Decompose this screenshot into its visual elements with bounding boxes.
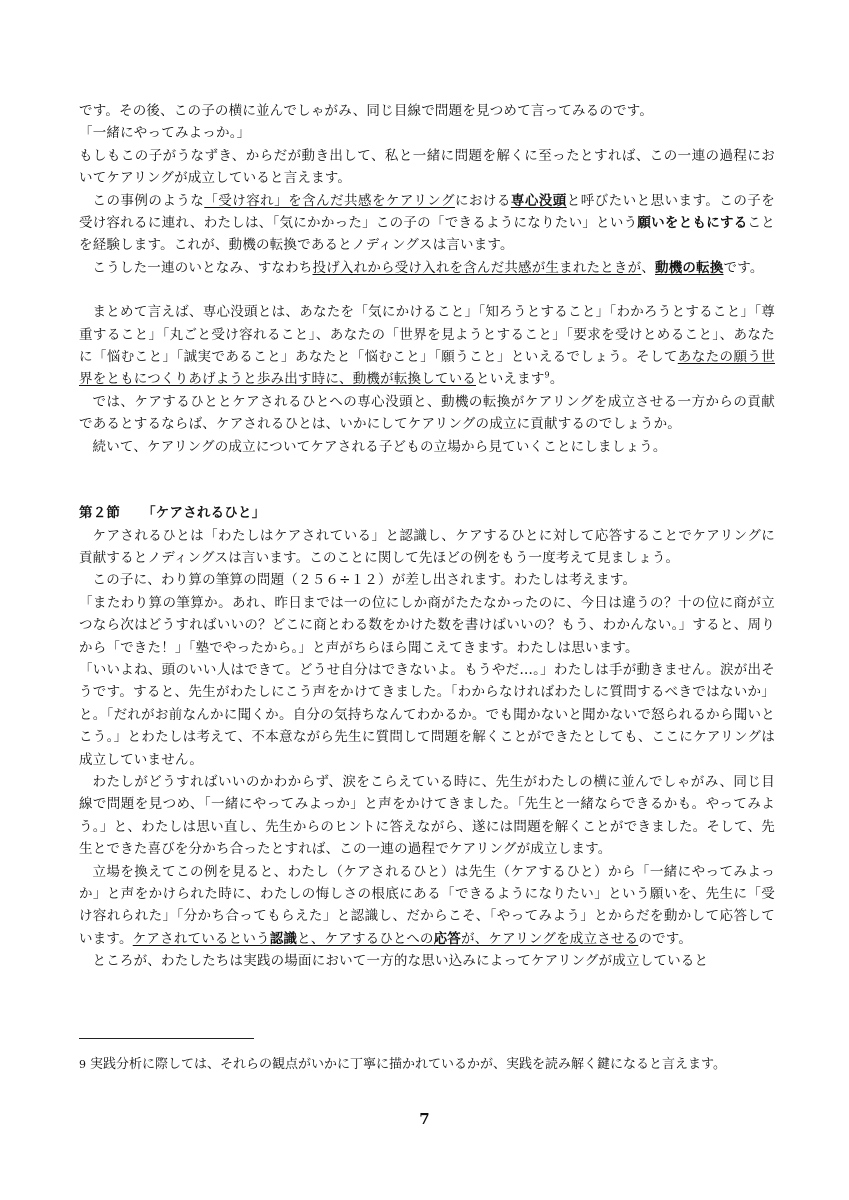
underlined-phrase: ケアされているという認識と、ケアするひとへの応答が、ケアリングを成立させる [132, 930, 639, 947]
paragraph: 続いて、ケアリングの成立についてケアされる子どもの立場から見ていくことにしましょう。 [92, 438, 667, 455]
footnote-text: 実践分析に際しては、それらの観点がいかに丁寧に描かれているかが、実践を読み解く鍵になると言えます。 [90, 1057, 726, 1072]
paragraph: こうした一連のいとなみ、すなわち投げ入れから受け入れを含んだ共感が生まれたときが、動機の転換です。 [92, 259, 764, 276]
footnote-reference: 9 [544, 370, 550, 380]
paragraph: わたしがどうすればいいのかわからず、涙をこらえている時に、先生がわたしの横に並んでしゃがみ、同じ目線で問題を見つめ、「一緒にやってみよっか」と声をかけてきました。「先生と一緒ならできるかも。やってみよう。」と、わたしは思い直し、先生からのヒントに答えながら、遂には問題を解くことができました。そして、先生とできた喜びを分かち合ったとすれば、この一連の過程でケアリングが成立します。 [79, 773, 775, 858]
underlined-phrase: 「受け容れ」を含んだ共感をケアリング [204, 192, 455, 209]
section-heading [79, 502, 775, 524]
key-term: 願いをともにする [637, 215, 748, 232]
section-title: 「ケアされるひと」 [142, 505, 266, 522]
paragraph: この事例のような「受け容れ」を含んだ共感をケアリングにおける専心没頭と呼びたいと思います。この子を受け容れるに連れ、わたしは、「気にかかった」この子の「できるようになりたい」という願いをともにすることを経験します。これが、動機の転換であるとノディングスは言います。 [79, 192, 775, 254]
paragraph: もしもこの子がうなずき、からだが動き出して、私と一緒に問題を解くに至ったとすれば、この一連の過程においてケアリングが成立していると言えます。 [79, 147, 775, 187]
footnote-mark: 9 [79, 1058, 86, 1071]
key-term: 動機の転換 [655, 259, 724, 276]
paragraph: ところが、わたしたちは実践の場面において一方的な思い込みによってケアリングが成立していると [92, 953, 709, 970]
underlined-phrase: あなたの願う世界をともにつくりあげようと歩み出す時に、動機が転換している [79, 349, 775, 388]
underlined-phrase: 投げ入れから受け入れを含んだ共感が生まれたときが [312, 259, 642, 276]
paragraph: では、ケアするひととケアされるひとへの専心没頭と、動機の転換がケアリングを成立させる一方からの貢献であるとするならば、ケアされるひとは、いかにしてケアリングの成立に貢献するのでしょうか。 [79, 393, 775, 433]
footnote [79, 1054, 775, 1076]
paragraph: この子に、わり算の筆算の問題（２５６÷１２）が差し出されます。わたしは考えます。 [92, 572, 637, 589]
paragraph: 「いいよね、頭のいい人はできて。どうせ自分はできないよ。もうやだ…。」わたしは手が動きません。涙が出そうです。すると、先生がわたしにこう声をかけてきました。「わからなければわたしに質問するべきではないか」と。「だれがお前なんかに聞くか。自分の気持ちなんてわかるか。でも聞かないと聞かないで怒られるから聞いとこう。」とわたしは考えて、不本意ながら先生に質問して問題を解くことができたとしても、ここにケアリングは成立していません。 [79, 661, 775, 768]
paragraph: 「またわり算の筆算か。あれ、昨日までは一の位にしか商がたたなかったのに、今日は違うの？十の位に商が立つなら次はどうすればいいの？どこに商とわる数をかけた数を書けばいいの？もう、わかんない。」すると、周りから「できた！」「塾でやったから。」と声がちらほら聞こえてきます。わたしは思います。 [79, 594, 775, 656]
page-number: 7 [419, 1110, 430, 1128]
paragraph: ケアされるひとは「わたしはケアされている」と認識し、ケアするひとに対して応答することでケアリングに貢献するとノディングスは言います。このことに関して先ほどの例をもう一度考えて見ましょう。 [79, 527, 775, 566]
paragraph: 「一緒にやってみよっか。」 [79, 125, 251, 142]
key-term: 専心没頭 [510, 192, 567, 209]
paragraph: です。その後、この子の横に並んでしゃがみ、同じ目線で問題を見つめて言ってみるのです。 [79, 103, 654, 119]
paragraph: まとめて言えば、専心没頭とは、あなたを「気にかけること」「知ろうとすること」「わかろうとすること」「尊重すること」「丸ごと受け容れること」、あなたの「世界を見ようとすること」「要求を受けとめること」、あなたに「悩むこと」「誠実であること」あなたと「悩むこと」「願うこと」といえるでしょう。そしてあなたの願う世界をともにつくりあげようと歩み出す時に、動機が転換しているといえます$^9$。 [79, 304, 775, 388]
paragraph: 立場を換えてこの例を見ると、わたし（ケアされるひと）は先生（ケアするひと）から「一緒にやってみよっか」と声をかけられた時に、わたしの悔しさの根底にある「できるようになりたい」という願いを、先生に「受け容れられた」「分かち合ってもらえた」と認識し、だからこそ、「やってみよう」とからだを動かして応答しています。ケアされているという認識と、ケアするひとへの応答が、ケアリングを成立させるのです。 [79, 863, 775, 947]
footnote-divider [79, 1038, 254, 1039]
main-text [79, 100, 775, 973]
section-number: 第２節 [79, 505, 121, 522]
